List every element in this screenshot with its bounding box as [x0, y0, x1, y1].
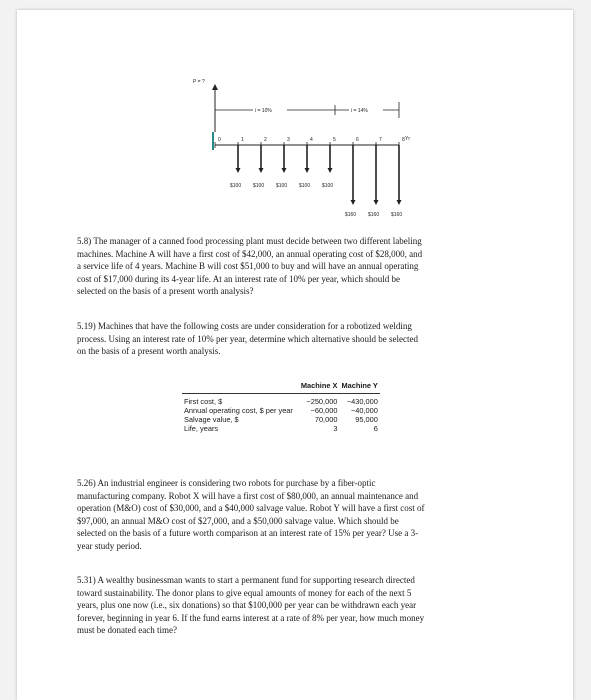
cashflow-amount-label: $100: [299, 183, 311, 189]
rate1-label: i = 10%: [255, 108, 272, 114]
cashflow-arrowhead: [351, 200, 356, 205]
cashflow-arrowhead: [305, 168, 310, 173]
table-header-row: [182, 381, 380, 394]
axis-tick-label: 2: [264, 137, 267, 143]
row-label: Salvage value, $: [184, 415, 239, 424]
table-row: [182, 406, 380, 415]
cashflow-amount-label: $160: [345, 212, 357, 218]
axis-tick-label: 8: [402, 137, 405, 143]
cashflow-amount-label: $100: [230, 183, 242, 189]
cell-x: 3: [333, 424, 338, 433]
axis-tick-label: 0: [218, 137, 221, 143]
table-row: [182, 424, 380, 433]
row-label: First cost, $: [184, 397, 223, 406]
p-arrowhead: [212, 84, 218, 90]
cashflow-amount-label: $100: [253, 183, 265, 189]
cashflow-amount-label: $100: [276, 183, 288, 189]
cell-y: 95,000: [355, 415, 378, 424]
year-label: Yr: [405, 136, 410, 142]
axis-tick-label: 6: [356, 137, 359, 143]
table-header-machine-x: Machine X: [299, 381, 340, 394]
cell-x: −60,000: [310, 406, 338, 415]
cell-y: 6: [373, 424, 378, 433]
axis-tick-label: 7: [379, 137, 382, 143]
cash-flow-diagram: [187, 70, 427, 230]
table-row: [182, 415, 380, 424]
cashflow-arrowhead: [397, 200, 402, 205]
table-row: [182, 394, 380, 407]
cashflow-arrowhead: [374, 200, 379, 205]
axis-tick-label: 1: [241, 137, 244, 143]
cashflow-arrowhead: [236, 168, 241, 173]
problem-5-31: 5.31) A wealthy businessman wants to start a permanent fund for supporting research directed toward sustainability. The donor plans to give equal amounts of money for each of the next 5 years, plus one now (i.e., six donations) so that $100,000 per year can be withdrawn each year forever, beginning in year 6. If the fund earns interest at a rate of 8% per year, how much money must be donated each time?: [77, 575, 425, 635]
cashflow-amount-label: $160: [368, 212, 380, 218]
row-label: Life, years: [184, 424, 219, 433]
cashflow-arrows: [230, 145, 402, 218]
cashflow-amount-label: $100: [322, 183, 334, 189]
table-header-machine-y: Machine Y: [339, 381, 379, 394]
problem-5-26: 5.26) An industrial engineer is considering two robots for purchase by a fiber-optic manufacturing company. Robot X will have a first cost of $80,000, an annual maintenance and operation (M&O) cost of $30,000, and a $40,000 salvage value. Robot Y will have a first cost of $97,000, an annual M&O cost of $27,000, and a $50,000 salvage value. Which should be selected on the basis of a future worth comparison at an interest rate of 15% per year? Use a 3- year study period.: [77, 478, 425, 551]
table-header-blank: [182, 381, 299, 394]
machine-cost-table: [182, 381, 380, 433]
rate2-label: i = 14%: [351, 108, 368, 114]
problem-5-8: 5.8) The manager of a canned food processing plant must decide between two different labeling machines. Machine A will have a first cost of $42,000, an annual operating cost of $28,000, and a service life of 4 years. Machine B will cost $51,000 to buy and will have an annual operating cost of $17,000 during its 4-year life. At an interest rate of 10% per year, which should be selected on the basis of a present worth analysis?: [77, 236, 423, 296]
axis-tick-label: 3: [287, 137, 290, 143]
document-page: [17, 10, 573, 700]
row-label: Annual operating cost, $ per year: [184, 406, 293, 415]
cashflow-arrowhead: [282, 168, 287, 173]
cell-y: −40,000: [350, 406, 378, 415]
axis-tick-label: 4: [310, 137, 313, 143]
cashflow-amount-label: $160: [391, 212, 403, 218]
problem-5-19: 5.19) Machines that have the following costs are under consideration for a robotized welding process. Using an interest rate of 10% per year, determine which alternative should be selected on the basis of a present worth analysis.: [77, 321, 419, 356]
cashflow-arrowhead: [328, 168, 333, 173]
cell-y: −430,000: [346, 397, 378, 406]
p-label: P = ?: [193, 79, 205, 85]
cashflow-arrowhead: [259, 168, 264, 173]
axis-tick-label: 5: [333, 137, 336, 143]
cell-x: −250,000: [306, 397, 338, 406]
cell-x: 70,000: [314, 415, 338, 424]
cash-flow-svg: [187, 70, 427, 230]
